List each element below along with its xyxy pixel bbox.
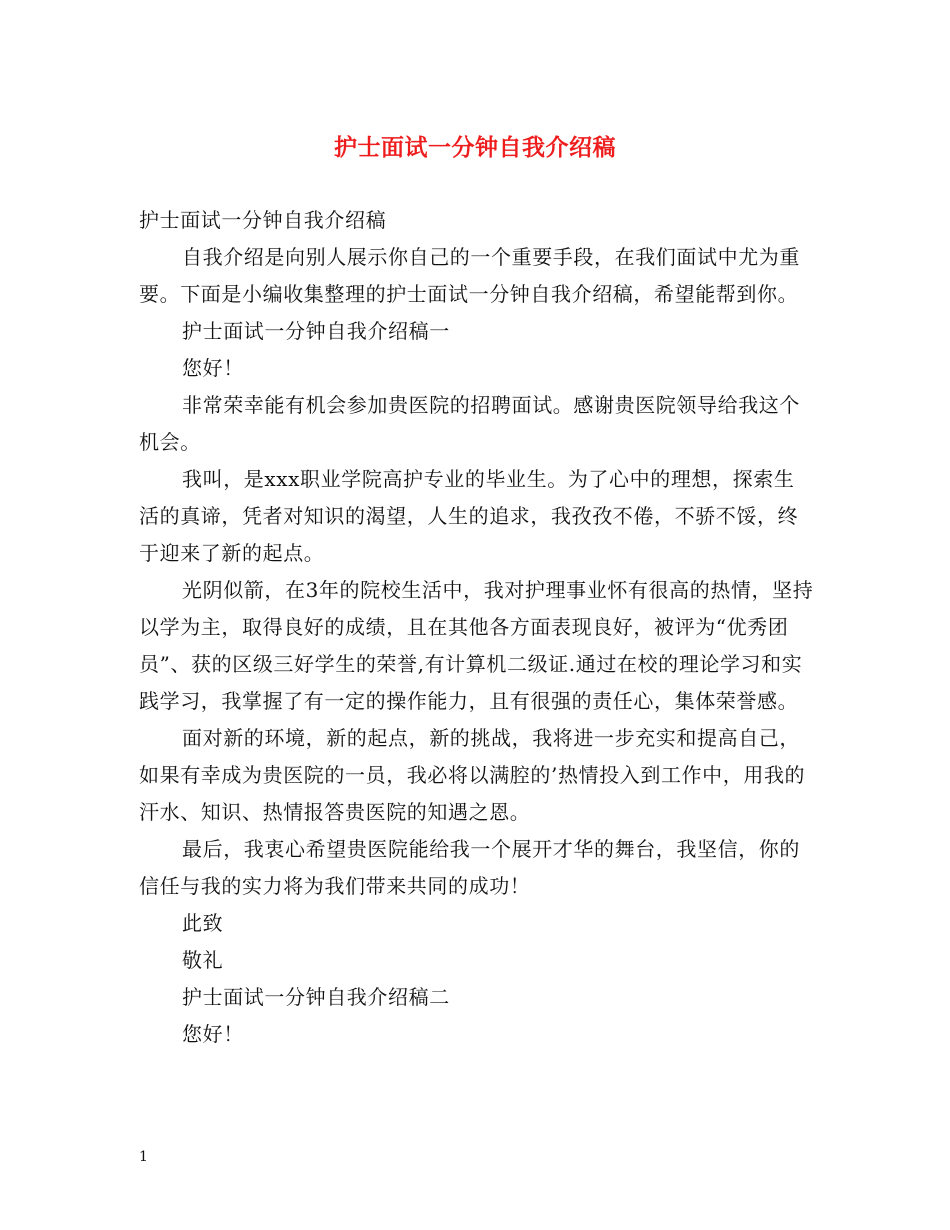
paragraph-closing-hope: 最后，我衷心希望贵医院能给我一个展开才华的舞台，我坚信，你的信任与我的实力将为我们带来共同的成功！ bbox=[139, 837, 800, 898]
paragraph-greeting: 您好！ bbox=[182, 356, 244, 380]
paragraph-section-two-greeting: 您好！ bbox=[182, 1022, 244, 1046]
page-number: 1 bbox=[139, 1149, 148, 1165]
paragraph-self-introduction: 我叫，是xxx职业学院高护专业的毕业生。为了心中的理想，探索生活的真谛，凭者对知识的渴望，人生的追求，我孜孜不倦，不骄不馁，终于迎来了新的起点。 bbox=[139, 467, 799, 565]
paragraph-school-life: 光阴似箭，在3年的院校生活中，我对护理事业怀有很高的热情，坚持以学为主，取得良好的成绩，且在其他各方面表现良好，被评为“优秀团员”、获的区级三好学生的荣誉,有计算机二级证.通过在校的理论学习和实践学习，我掌握了有一定的操作能力，且有很强的责任心，集体荣誉感。 bbox=[139, 578, 814, 713]
paragraph-thanks: 非常荣幸能有机会参加贵医院的招聘面试。感谢贵医院领导给我这个机会。 bbox=[139, 393, 800, 454]
paragraph-section-two-title: 护士面试一分钟自我介绍稿二 bbox=[182, 985, 450, 1009]
paragraph-heading: 护士面试一分钟自我介绍稿 bbox=[139, 208, 387, 232]
paragraph-regards: 敬礼 bbox=[182, 948, 224, 972]
paragraph-intro: 自我介绍是向别人展示你自己的一个重要手段，在我们面试中尤为重要。下面是小编收集整理的护士面试一分钟自我介绍稿，希望能帮到你。 bbox=[139, 245, 800, 306]
document-title: 护士面试一分钟自我介绍稿 bbox=[334, 134, 616, 161]
paragraph-section-one-title: 护士面试一分钟自我介绍稿一 bbox=[182, 319, 450, 343]
paragraph-new-challenge: 面对新的环境，新的起点，新的挑战，我将进一步充实和提高自己，如果有幸成为贵医院的一员，我必将以满腔的’热情投入到工作中，用我的汗水、知识、热情报答贵医院的知遇之恩。 bbox=[139, 726, 806, 824]
document-body bbox=[139, 202, 815, 1053]
paragraph-salutation: 此致 bbox=[182, 911, 224, 935]
